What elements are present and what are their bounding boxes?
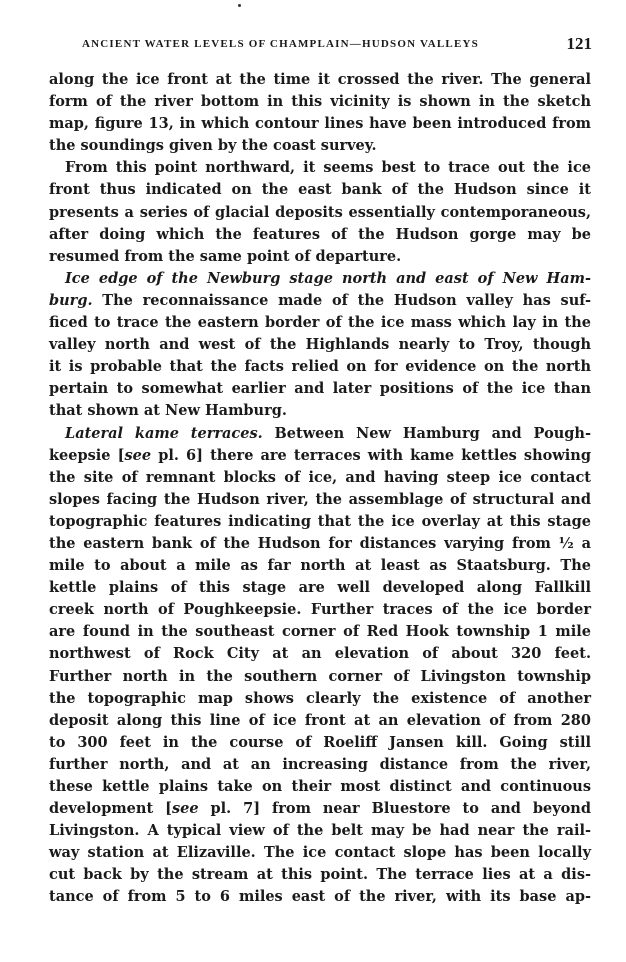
page-header <box>82 34 592 56</box>
text-line: along the ice front at the time it crossed the river. The general <box>49 71 591 88</box>
text-line: to 300 feet in the course of Roeliff Jansen kill. Going still <box>49 733 591 751</box>
text-line: that shown at New Hamburg. <box>49 402 287 420</box>
paragraph-1 <box>49 69 591 157</box>
page-number: 121 <box>566 34 592 53</box>
text-line: the soundings given by the coast survey. <box>49 137 377 155</box>
paragraph-2 <box>49 157 591 267</box>
paragraph-3 <box>49 268 591 423</box>
text-line: are found in the southeast corner of Red Hook township 1 mile <box>49 623 591 641</box>
text-line <box>49 423 591 445</box>
text-line: the site of remnant blocks of ice, and having steep ice contact <box>49 468 591 486</box>
text-line: Further north in the southern corner of Livingston township <box>49 667 591 685</box>
text-line: presents a series of glacial deposits essentially contemporaneous, <box>49 203 591 221</box>
text-line: northwest of Rock City at an elevation of about 320 feet. <box>49 645 591 663</box>
text-line: after doing which the features of the Hudson gorge may be <box>49 225 591 243</box>
fraction: ½ <box>558 534 574 552</box>
text-line: topographic features indicating that the ice overlay at this stage <box>49 512 591 530</box>
text-line: these kettle plains take on their most distinct and continuous <box>49 778 591 795</box>
text-line <box>49 533 591 555</box>
text-line: pertain to somewhat earlier and later positions of the ice than <box>49 380 591 398</box>
text-line: front thus indicated on the east bank of the Hudson since it <box>49 181 591 199</box>
text-line: From this point northward, it seems best to trace out the ice <box>65 159 591 177</box>
text-run: pl. 7] from near Bluestore to and beyond <box>198 800 591 818</box>
text-run: keepsie [ <box>49 446 125 464</box>
text-line: kettle plains of this stage are well developed along Fallkill <box>49 579 591 597</box>
text-line: slopes facing the Hudson river, the assemblage of structural and <box>49 490 591 508</box>
paragraph-4 <box>49 423 591 909</box>
see-reference: see <box>171 800 199 818</box>
text-line: tance of from 5 to 6 miles east of the river, with its base ap- <box>49 888 591 906</box>
text-line: cut back by the stream at this point. The terrace lies at a dis- <box>49 866 591 884</box>
section-heading-cont: burg. <box>49 291 93 309</box>
text-line: mile to about a mile as far north at least as Staatsburg. The <box>49 557 591 575</box>
text-run: pl. 6] there are terraces with kame kettles showing <box>151 446 591 464</box>
text-line <box>49 798 591 820</box>
text-line <box>49 290 591 312</box>
text-line <box>49 445 591 467</box>
text-run: a <box>573 534 591 552</box>
text-line: map, figure 13, in which contour lines have been introduced from <box>49 115 591 133</box>
text-line: way station at Elizaville. The ice contact slope has been locally <box>49 844 591 862</box>
text-run: development [ <box>49 800 172 818</box>
text-run: The reconnaissance made of the Hudson valley has suf- <box>92 291 591 309</box>
text-run: the eastern bank of the Hudson for distances varying from <box>49 534 559 552</box>
text-run: Between New Hamburg and Pough- <box>262 424 591 442</box>
section-heading: Lateral kame terraces. <box>65 424 263 442</box>
text-line: deposit along this line of ice front at an elevation of from 280 <box>49 711 591 729</box>
text-line: Livingston. A typical view of the belt may be had near the rail- <box>49 822 591 840</box>
section-heading: Ice edge of the Newburg stage north and east of New Ham- <box>65 269 591 287</box>
text-line: further north, and at an increasing distance from the river, <box>49 755 591 773</box>
text-line: it is probable that the facts relied on for evidence on the north <box>49 358 591 376</box>
text-line: valley north and west of the Highlands nearly to Troy, though <box>49 336 591 354</box>
text-line: form of the river bottom in this vicinity is shown in the sketch <box>49 93 591 111</box>
running-head: ANCIENT WATER LEVELS OF CHAMPLAIN—HUDSON VALLEYS <box>82 38 479 50</box>
text-line: creek north of Poughkeepsie. Further traces of the ice border <box>49 601 591 619</box>
print-speck <box>238 4 241 7</box>
text-line: ficed to trace the eastern border of the ice mass which lay in the <box>49 314 591 332</box>
body-text <box>49 69 591 909</box>
see-reference: see <box>124 446 152 464</box>
text-line: the topographic map shows clearly the existence of another <box>49 689 591 707</box>
text-line: resumed from the same point of departure. <box>49 247 402 265</box>
